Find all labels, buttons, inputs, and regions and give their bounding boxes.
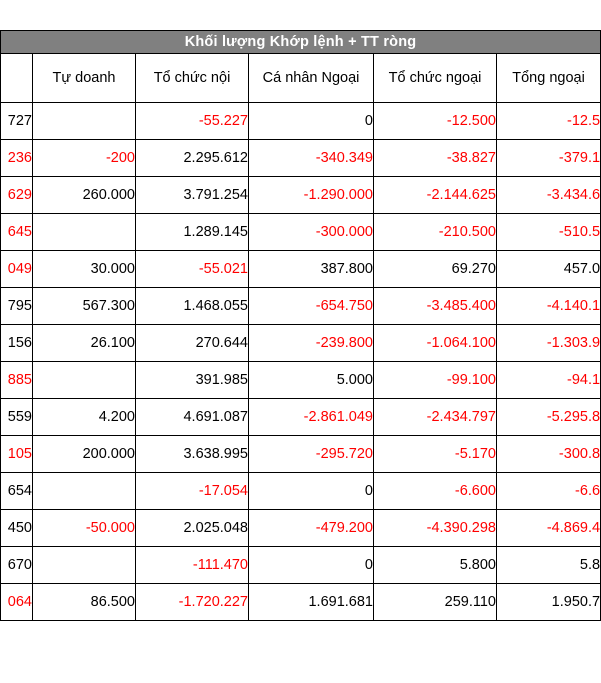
bottom-margin — [0, 621, 600, 683]
table-row — [1, 436, 601, 473]
cell-tong-ngoai[interactable]: -379.1 — [497, 140, 601, 177]
header-row — [1, 54, 601, 103]
cell-ca-nhan-ngoai[interactable]: -239.800 — [249, 325, 374, 362]
cell-tong-ngoai[interactable]: -94.1 — [497, 362, 601, 399]
table-row — [1, 399, 601, 436]
cell-ca-nhan-ngoai[interactable]: -479.200 — [249, 510, 374, 547]
cell-to-chuc-noi[interactable]: 270.644 — [136, 325, 249, 362]
table-row — [1, 510, 601, 547]
table-row — [1, 325, 601, 362]
col-header-to-chuc-noi[interactable]: Tổ chức nội — [136, 54, 249, 103]
cell-to-chuc-noi[interactable]: -55.227 — [136, 103, 249, 140]
cell-tong-ngoai[interactable]: 5.8 — [497, 547, 601, 584]
col-header-to-chuc-ngoai[interactable]: Tổ chức ngoại — [374, 54, 497, 103]
cell-cut-left[interactable]: 885 — [1, 362, 33, 399]
table-row — [1, 177, 601, 214]
cell-tong-ngoai[interactable]: 457.0 — [497, 251, 601, 288]
col-header-cut-left[interactable] — [1, 54, 33, 103]
cell-tu-doanh[interactable]: 26.100 — [33, 325, 136, 362]
cell-to-chuc-ngoai[interactable]: 259.110 — [374, 584, 497, 621]
col-header-tong-ngoai[interactable]: Tổng ngoại — [497, 54, 601, 103]
cell-to-chuc-ngoai[interactable]: -5.170 — [374, 436, 497, 473]
col-header-ca-nhan-ngoai[interactable]: Cá nhân Ngoại — [249, 54, 374, 103]
cell-cut-left[interactable]: 236 — [1, 140, 33, 177]
cell-to-chuc-ngoai[interactable]: -2.144.625 — [374, 177, 497, 214]
cell-cut-left[interactable]: 654 — [1, 473, 33, 510]
cell-to-chuc-ngoai[interactable]: -4.390.298 — [374, 510, 497, 547]
cell-tu-doanh[interactable]: -50.000 — [33, 510, 136, 547]
cell-ca-nhan-ngoai[interactable]: 5.000 — [249, 362, 374, 399]
cell-tu-doanh[interactable] — [33, 103, 136, 140]
cell-to-chuc-ngoai[interactable]: -3.485.400 — [374, 288, 497, 325]
cell-to-chuc-ngoai[interactable]: -6.600 — [374, 473, 497, 510]
cell-tu-doanh[interactable] — [33, 473, 136, 510]
cell-cut-left[interactable]: 105 — [1, 436, 33, 473]
table-row — [1, 214, 601, 251]
cell-tu-doanh[interactable] — [33, 547, 136, 584]
cell-ca-nhan-ngoai[interactable]: 1.691.681 — [249, 584, 374, 621]
table-row — [1, 103, 601, 140]
cell-cut-left[interactable]: 064 — [1, 584, 33, 621]
cell-to-chuc-noi[interactable]: 1.289.145 — [136, 214, 249, 251]
cell-tu-doanh[interactable]: 86.500 — [33, 584, 136, 621]
cell-ca-nhan-ngoai[interactable]: -2.861.049 — [249, 399, 374, 436]
cell-to-chuc-ngoai[interactable]: -38.827 — [374, 140, 497, 177]
cell-tu-doanh[interactable]: 30.000 — [33, 251, 136, 288]
cell-tong-ngoai[interactable]: -6.6 — [497, 473, 601, 510]
cell-ca-nhan-ngoai[interactable]: -654.750 — [249, 288, 374, 325]
cell-tong-ngoai[interactable]: -510.5 — [497, 214, 601, 251]
cell-to-chuc-noi[interactable]: 2.295.612 — [136, 140, 249, 177]
cell-ca-nhan-ngoai[interactable]: -1.290.000 — [249, 177, 374, 214]
table-row — [1, 251, 601, 288]
cell-tu-doanh[interactable]: 4.200 — [33, 399, 136, 436]
top-margin — [0, 0, 600, 30]
table-row — [1, 140, 601, 177]
table-row — [1, 288, 601, 325]
cell-to-chuc-noi[interactable]: -1.720.227 — [136, 584, 249, 621]
cell-ca-nhan-ngoai[interactable]: 0 — [249, 547, 374, 584]
cell-tong-ngoai[interactable]: -5.295.8 — [497, 399, 601, 436]
cell-tu-doanh[interactable] — [33, 362, 136, 399]
cell-ca-nhan-ngoai[interactable]: 0 — [249, 103, 374, 140]
cell-to-chuc-ngoai[interactable]: -2.434.797 — [374, 399, 497, 436]
cell-cut-left[interactable]: 156 — [1, 325, 33, 362]
cell-to-chuc-ngoai[interactable]: -1.064.100 — [374, 325, 497, 362]
cell-ca-nhan-ngoai[interactable]: -340.349 — [249, 140, 374, 177]
cell-cut-left[interactable]: 559 — [1, 399, 33, 436]
cell-tong-ngoai[interactable]: -300.8 — [497, 436, 601, 473]
cell-tong-ngoai[interactable]: 1.950.7 — [497, 584, 601, 621]
table-title-band: Khối lượng Khớp lệnh + TT ròng — [1, 31, 601, 54]
cell-to-chuc-noi[interactable]: 3.791.254 — [136, 177, 249, 214]
cell-ca-nhan-ngoai[interactable]: -300.000 — [249, 214, 374, 251]
cell-to-chuc-ngoai[interactable]: -99.100 — [374, 362, 497, 399]
cell-tu-doanh[interactable]: -200 — [33, 140, 136, 177]
cell-tong-ngoai[interactable]: -4.869.4 — [497, 510, 601, 547]
cell-to-chuc-ngoai[interactable]: -12.500 — [374, 103, 497, 140]
title-row — [1, 31, 601, 54]
cell-tong-ngoai[interactable]: -3.434.6 — [497, 177, 601, 214]
cell-tu-doanh[interactable] — [33, 214, 136, 251]
table-row — [1, 584, 601, 621]
cell-ca-nhan-ngoai[interactable]: 387.800 — [249, 251, 374, 288]
cell-to-chuc-noi[interactable]: -17.054 — [136, 473, 249, 510]
cell-ca-nhan-ngoai[interactable]: -295.720 — [249, 436, 374, 473]
cell-to-chuc-noi[interactable]: 4.691.087 — [136, 399, 249, 436]
cell-cut-left[interactable]: 629 — [1, 177, 33, 214]
cell-tong-ngoai[interactable]: -1.303.9 — [497, 325, 601, 362]
cell-to-chuc-noi[interactable]: -55.021 — [136, 251, 249, 288]
cell-to-chuc-noi[interactable]: -111.470 — [136, 547, 249, 584]
data-table — [0, 30, 601, 621]
cell-to-chuc-noi[interactable]: 1.468.055 — [136, 288, 249, 325]
cell-tu-doanh[interactable]: 567.300 — [33, 288, 136, 325]
cell-to-chuc-ngoai[interactable]: -210.500 — [374, 214, 497, 251]
cell-cut-left[interactable]: 049 — [1, 251, 33, 288]
cell-cut-left[interactable]: 645 — [1, 214, 33, 251]
table-row — [1, 362, 601, 399]
cell-cut-left[interactable]: 450 — [1, 510, 33, 547]
cell-to-chuc-ngoai[interactable]: 69.270 — [374, 251, 497, 288]
table-body — [1, 103, 601, 621]
cell-to-chuc-noi[interactable]: 3.638.995 — [136, 436, 249, 473]
cell-to-chuc-noi[interactable]: 2.025.048 — [136, 510, 249, 547]
cell-cut-left[interactable]: 670 — [1, 547, 33, 584]
table-row — [1, 547, 601, 584]
cell-tu-doanh[interactable]: 200.000 — [33, 436, 136, 473]
cell-tu-doanh[interactable]: 260.000 — [33, 177, 136, 214]
cell-tong-ngoai[interactable]: -4.140.1 — [497, 288, 601, 325]
cell-to-chuc-ngoai[interactable]: 5.800 — [374, 547, 497, 584]
cell-ca-nhan-ngoai[interactable]: 0 — [249, 473, 374, 510]
table-row — [1, 473, 601, 510]
col-header-tu-doanh[interactable]: Tự doanh — [33, 54, 136, 103]
cell-tong-ngoai[interactable]: -12.5 — [497, 103, 601, 140]
cell-to-chuc-noi[interactable]: 391.985 — [136, 362, 249, 399]
cell-cut-left[interactable]: 795 — [1, 288, 33, 325]
cell-cut-left[interactable]: 727 — [1, 103, 33, 140]
